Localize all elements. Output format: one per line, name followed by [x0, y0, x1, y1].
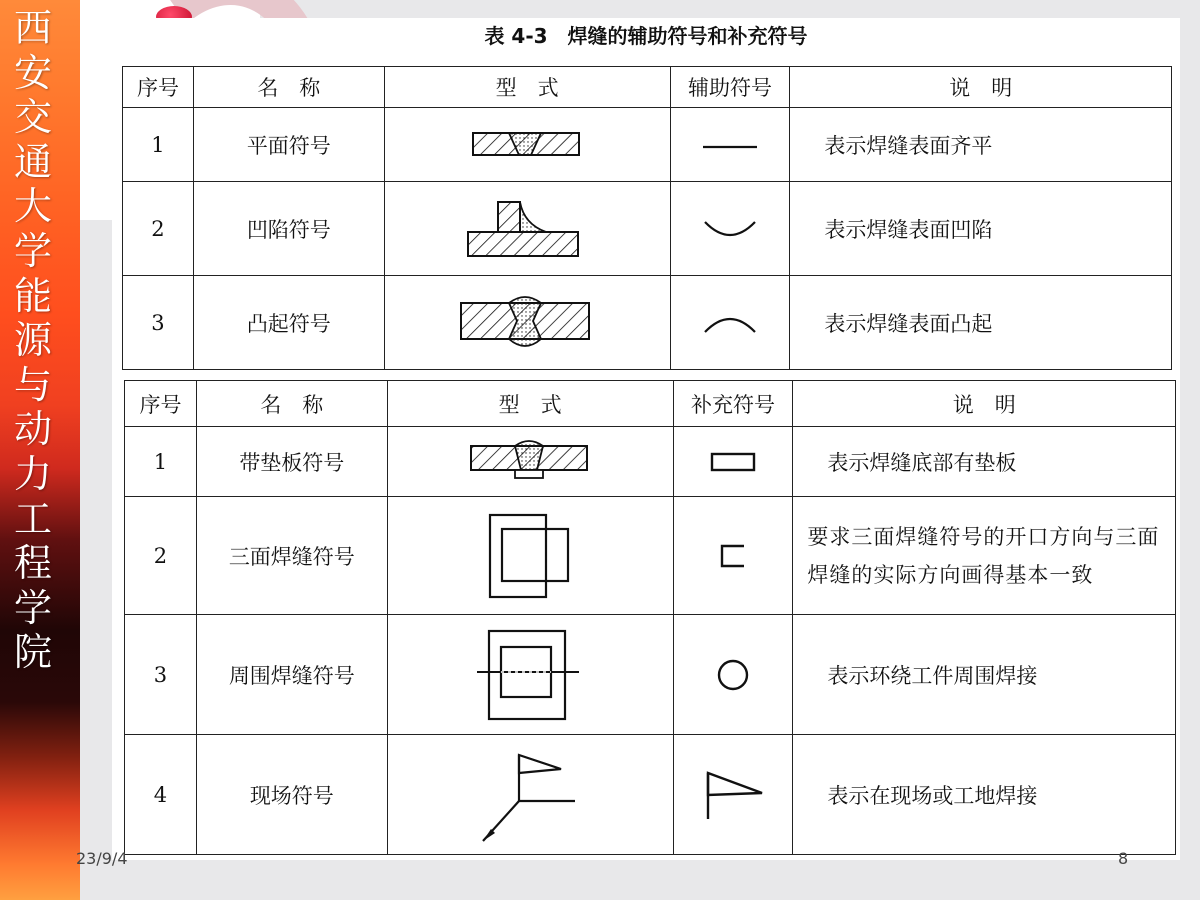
- header-description: 说 明: [793, 381, 1176, 427]
- row-description: 表示焊缝底部有垫板: [793, 427, 1176, 497]
- flag-icon: [698, 765, 768, 825]
- table-row: [123, 276, 1172, 370]
- header-symbol: 补充符号: [673, 381, 793, 427]
- row-index: 1: [125, 427, 197, 497]
- row-index: 2: [123, 182, 194, 276]
- document-page: [112, 18, 1180, 860]
- rectangle-icon: [698, 447, 768, 477]
- header-name: 名 称: [193, 67, 384, 108]
- table-header-row: [125, 381, 1176, 427]
- row-index: 4: [125, 735, 197, 855]
- form-figure: [387, 615, 673, 735]
- around-weld-figure: [475, 625, 585, 725]
- row-index: 3: [123, 276, 194, 370]
- concave-arc-icon: [695, 214, 765, 244]
- table-caption: 表 4-3 焊缝的辅助符号和补充符号: [484, 24, 808, 48]
- row-index: 3: [125, 615, 197, 735]
- auxiliary-symbols-table: [122, 66, 1172, 370]
- row-index: 2: [125, 497, 197, 615]
- row-description: 表示焊缝表面凸起: [790, 276, 1172, 370]
- form-figure: [384, 182, 670, 276]
- decorative-sunset-strip: [0, 0, 80, 900]
- slide-date: 23/9/4: [76, 849, 128, 868]
- concave-weld-figure: [462, 194, 592, 264]
- row-index: 1: [123, 108, 194, 182]
- header-description: 说 明: [790, 67, 1172, 108]
- table-row: [125, 497, 1176, 615]
- circle-icon: [698, 655, 768, 695]
- row-description: 表示环绕工件周围焊接: [793, 615, 1176, 735]
- header-form: 型 式: [384, 67, 670, 108]
- symbol-cell: [670, 182, 790, 276]
- row-name: 凹陷符号: [193, 182, 384, 276]
- row-name: 周围焊缝符号: [196, 615, 387, 735]
- symbol-cell: [670, 276, 790, 370]
- form-figure: [387, 735, 673, 855]
- header-form: 型 式: [387, 381, 673, 427]
- form-figure: [387, 427, 673, 497]
- institution-name: 西安交通大学能源与动力工程学院: [13, 6, 52, 675]
- row-description: 表示焊缝表面齐平: [790, 108, 1172, 182]
- supplementary-symbols-table: [124, 380, 1176, 855]
- backing-plate-figure: [465, 440, 595, 484]
- symbol-cell: [670, 108, 790, 182]
- row-description: 表示焊缝表面凹陷: [790, 182, 1172, 276]
- bracket-icon: [698, 541, 768, 571]
- row-name: 现场符号: [196, 735, 387, 855]
- row-name: 三面焊缝符号: [196, 497, 387, 615]
- row-name: 凸起符号: [193, 276, 384, 370]
- row-description: 表示在现场或工地焊接: [793, 735, 1176, 855]
- symbol-cell: [673, 615, 793, 735]
- header-index: 序号: [125, 381, 197, 427]
- field-weld-figure: [475, 745, 585, 845]
- table-row: [125, 427, 1176, 497]
- row-name: 平面符号: [193, 108, 384, 182]
- table-row: [123, 182, 1172, 276]
- slide-page-number: 8: [1118, 849, 1129, 868]
- table-header-row: [123, 67, 1172, 108]
- symbol-cell: [673, 735, 793, 855]
- row-description: 要求三面焊缝符号的开口方向与三面焊缝的实际方向画得基本一致: [793, 497, 1176, 615]
- header-name: 名 称: [196, 381, 387, 427]
- symbol-cell: [673, 427, 793, 497]
- table-row: [125, 615, 1176, 735]
- table-row: [125, 735, 1176, 855]
- header-symbol: 辅助符号: [670, 67, 790, 108]
- three-side-weld-figure: [480, 511, 580, 601]
- convex-weld-figure: [457, 291, 597, 355]
- form-figure: [387, 497, 673, 615]
- flat-line-icon: [695, 135, 765, 155]
- symbol-cell: [673, 497, 793, 615]
- table-row: [123, 108, 1172, 182]
- convex-arc-icon: [695, 308, 765, 338]
- header-index: 序号: [123, 67, 194, 108]
- row-name: 带垫板符号: [196, 427, 387, 497]
- form-figure: [384, 276, 670, 370]
- form-figure: [384, 108, 670, 182]
- flat-weld-figure: [467, 125, 587, 165]
